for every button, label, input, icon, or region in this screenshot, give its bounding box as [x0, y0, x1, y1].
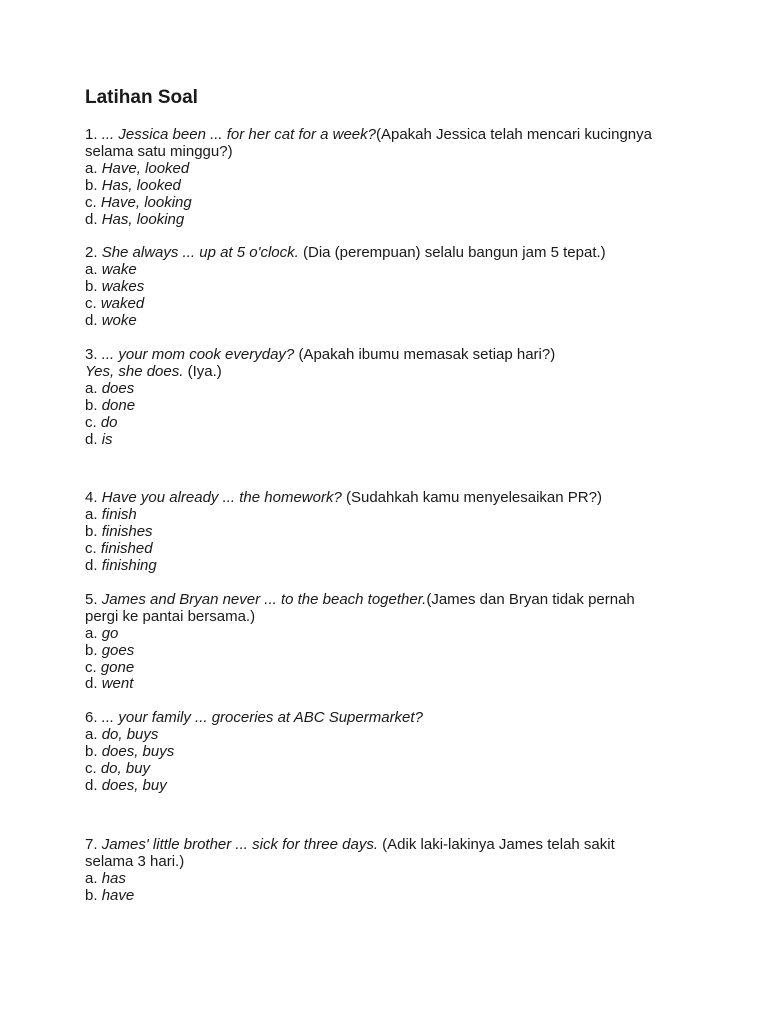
option-letter: a.: [85, 506, 98, 524]
option-letter: b.: [85, 278, 98, 296]
option-letter: a.: [85, 261, 98, 279]
question-number: 3.: [85, 345, 98, 363]
question-6: [85, 710, 705, 795]
option-letter: c.: [85, 540, 97, 558]
answer-prompt-line: [85, 364, 705, 381]
option-text: does, buy: [101, 777, 167, 794]
question-number: 6.: [85, 709, 98, 727]
question-prompt-line: [85, 592, 705, 609]
question-1: [85, 127, 705, 228]
option-letter: b.: [85, 743, 98, 761]
answer-option: [85, 381, 705, 398]
option-letter: c.: [85, 193, 97, 211]
option-text: Has, looking: [101, 210, 185, 228]
option-letter: a.: [85, 624, 98, 642]
question-translation: (Sudahkah kamu menyelesaikan PR?): [345, 489, 602, 507]
answer-option: [85, 415, 705, 432]
answer-option: [85, 660, 705, 677]
answer-option: [85, 212, 705, 229]
option-text: finish: [101, 506, 137, 524]
question-prompt-line: [85, 837, 705, 854]
question-translation: (James dan Bryan tidak pernah: [426, 590, 635, 608]
option-letter: b.: [85, 886, 98, 904]
question-prompt: ... your mom cook everyday?: [101, 345, 295, 363]
option-text: finished: [100, 540, 153, 558]
question-prompt-line: [85, 490, 705, 507]
answer-option: [85, 398, 705, 415]
answer-option: [85, 541, 705, 558]
question-prompt: Have you already ... the homework?: [101, 489, 342, 507]
option-text: goes: [101, 641, 135, 659]
option-text: does, buys: [101, 743, 175, 761]
option-text: wake: [101, 261, 137, 279]
option-letter: a.: [85, 159, 98, 177]
question-translation-cont: selama satu minggu?): [85, 142, 233, 160]
option-letter: a.: [85, 726, 98, 744]
question-prompt: James' little brother ... sick for three days.: [101, 835, 378, 853]
option-text: waked: [100, 295, 145, 313]
question-prompt-line: [85, 127, 705, 144]
option-letter: a.: [85, 869, 98, 887]
answer-option: [85, 296, 705, 313]
answer-option: [85, 524, 705, 541]
answer-option: [85, 161, 705, 178]
spacer: [85, 795, 705, 837]
answer-option: [85, 279, 705, 296]
question-prompt: James and Bryan never ... to the beach together.: [101, 590, 427, 608]
answer-option: [85, 313, 705, 330]
option-letter: d.: [85, 430, 98, 448]
question-translation: (Apakah ibumu memasak setiap hari?): [298, 345, 556, 363]
spacer: [85, 693, 705, 710]
answer-option: [85, 676, 705, 693]
answer-option: [85, 432, 705, 449]
option-text: Has, looked: [101, 176, 181, 194]
option-text: finishes: [101, 523, 153, 541]
question-number: 4.: [85, 489, 98, 507]
option-letter: c.: [85, 413, 97, 431]
document-page: [85, 86, 705, 905]
option-text: finishing: [101, 557, 157, 575]
option-text: Have, looked: [101, 159, 190, 177]
answer-translation: (Iya.): [187, 362, 222, 380]
option-text: woke: [101, 312, 137, 330]
option-text: gone: [100, 658, 135, 676]
question-number: 1.: [85, 126, 98, 143]
option-text: is: [101, 430, 113, 448]
option-text: have: [101, 886, 135, 904]
question-prompt: ... Jessica been ... for her cat for a week?: [101, 126, 376, 143]
option-letter: d.: [85, 210, 98, 228]
question-prompt: ... your family ... groceries at ABC Supermarket?: [101, 709, 423, 727]
spacer: [85, 330, 705, 347]
question-translation: (Adik laki-lakinya James telah sakit: [382, 835, 615, 853]
answer-option: [85, 888, 705, 905]
page-title: Latihan Soal: [85, 87, 198, 108]
spacer: [85, 228, 705, 245]
option-letter: c.: [85, 760, 97, 778]
option-text: go: [101, 624, 119, 642]
option-text: wakes: [101, 278, 145, 296]
option-letter: b.: [85, 176, 98, 194]
question-translation: (Dia (perempuan) selalu bangun jam 5 tepat.): [303, 244, 606, 262]
spacer: [85, 575, 705, 592]
option-letter: d.: [85, 557, 98, 575]
spacer: [85, 448, 705, 490]
answer-option: [85, 761, 705, 778]
option-text: has: [101, 869, 126, 887]
answer-option: [85, 871, 705, 888]
question-prompt-line: [85, 710, 705, 727]
question-5: [85, 592, 705, 693]
question-2: [85, 245, 705, 330]
question-3: [85, 347, 705, 448]
answer-option: [85, 507, 705, 524]
option-text: Have, looking: [100, 193, 192, 211]
question-7: [85, 837, 705, 905]
answer-option: [85, 744, 705, 761]
answer-option: [85, 778, 705, 795]
option-text: do, buys: [101, 726, 159, 744]
option-letter: d.: [85, 675, 98, 693]
question-number: 5.: [85, 590, 98, 608]
option-text: do, buy: [100, 760, 151, 778]
option-text: went: [101, 675, 134, 693]
answer-option: [85, 195, 705, 212]
answer-option: [85, 262, 705, 279]
option-text: do: [100, 413, 118, 431]
answer-option: [85, 643, 705, 660]
option-text: done: [101, 396, 136, 414]
option-letter: d.: [85, 777, 98, 794]
answer-option: [85, 178, 705, 195]
answer-option: [85, 558, 705, 575]
option-letter: b.: [85, 396, 98, 414]
option-letter: b.: [85, 523, 98, 541]
answer-option: [85, 727, 705, 744]
option-letter: c.: [85, 658, 97, 676]
option-letter: b.: [85, 641, 98, 659]
option-letter: a.: [85, 379, 98, 397]
question-4: [85, 490, 705, 575]
option-letter: c.: [85, 295, 97, 313]
question-prompt: She always ... up at 5 o'clock.: [101, 244, 299, 262]
question-translation-cont: pergi ke pantai bersama.): [85, 607, 256, 625]
question-number: 7.: [85, 835, 98, 853]
question-prompt-line: [85, 245, 705, 262]
question-translation-cont: selama 3 hari.): [85, 852, 185, 870]
question-prompt-line: [85, 347, 705, 364]
answer-prompt: Yes, she does.: [85, 362, 184, 380]
question-translation: (Apakah Jessica telah mencari kucingnya: [376, 126, 652, 143]
question-number: 2.: [85, 244, 98, 262]
option-letter: d.: [85, 312, 98, 330]
answer-option: [85, 626, 705, 643]
option-text: does: [101, 379, 135, 397]
